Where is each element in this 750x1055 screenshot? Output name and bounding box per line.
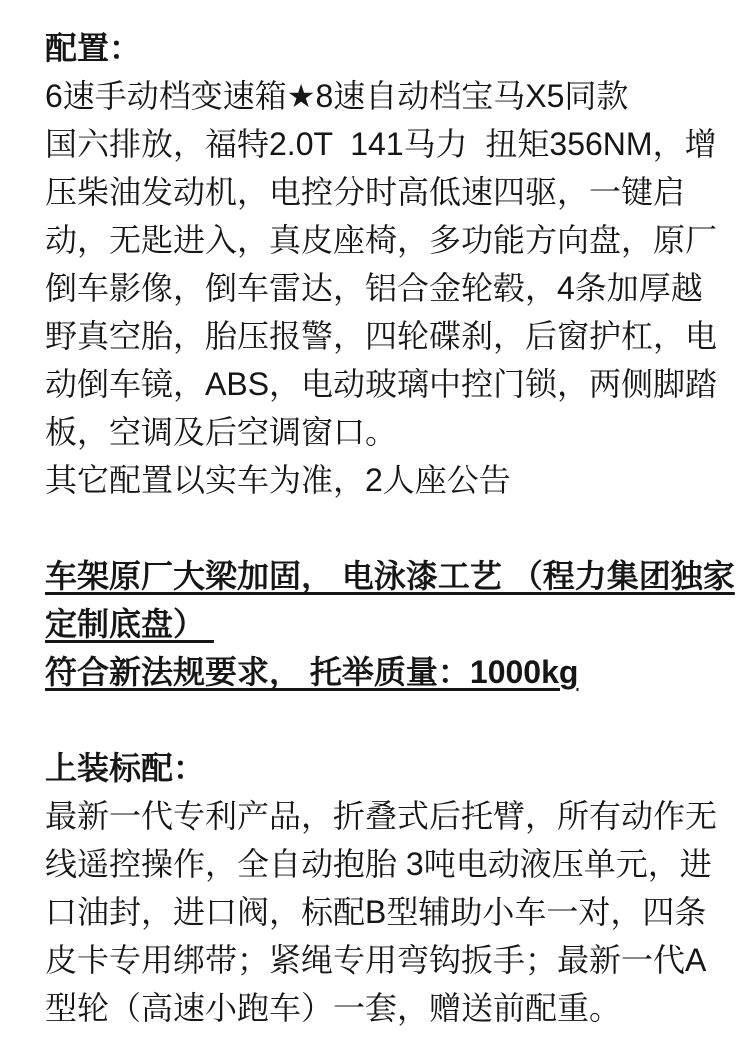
spec-line: 压柴油发动机，电控分时高低速四驱，一键启	[45, 174, 686, 210]
spec-line: 动倒车镜，ABS，电动玻璃中控门锁，两侧脚踏	[45, 366, 718, 402]
spec-line: 板，空调及后空调窗口。	[45, 414, 398, 450]
spec-line: 动，无匙进入，真皮座椅，多功能方向盘，原厂	[45, 222, 718, 258]
spec-line: 野真空胎，胎压报警，四轮碟刹，后窗护杠，电	[45, 318, 718, 354]
body-equipment-line: 皮卡专用绑带；紧绳专用弯钩扳手；最新一代A	[45, 942, 707, 978]
body-equipment-line: 最新一代专利产品，折叠式后托臂，所有动作无	[45, 798, 718, 834]
spec-line: 国六排放，福特2.0T 141马力 扭矩356NM，增	[45, 126, 717, 162]
spec-line: 倒车影像，倒车雷达，铝合金轮毂，4条加厚越	[45, 270, 703, 306]
body-equipment-line: 线遥控操作，全自动抱胎 3吨电动液压单元，进	[45, 846, 712, 882]
spec-section-heading: 配置：	[45, 30, 142, 66]
spec-section	[45, 24, 718, 504]
chassis-line: 车架原厂大梁加固， 电泳漆工艺 （程力集团独家	[45, 558, 735, 594]
spec-line: 6速手动档变速箱★8速自动档宝马X5同款	[45, 78, 629, 114]
spec-disclaimer-line: 其它配置以实车为准，2人座公告	[45, 462, 511, 498]
chassis-section	[45, 552, 735, 696]
body-equipment-section	[45, 744, 718, 1032]
chassis-line: 定制底盘）	[45, 606, 214, 642]
body-equipment-line: 口油封，进口阀，标配B型辅助小车一对，四条	[45, 894, 707, 930]
body-equipment-line: 型轮（高速小跑车）一套，赠送前配重。	[45, 990, 622, 1026]
chassis-capacity-line: 符合新法规要求， 托举质量：1000kg	[45, 654, 579, 690]
body-equipment-heading: 上装标配：	[45, 750, 206, 786]
